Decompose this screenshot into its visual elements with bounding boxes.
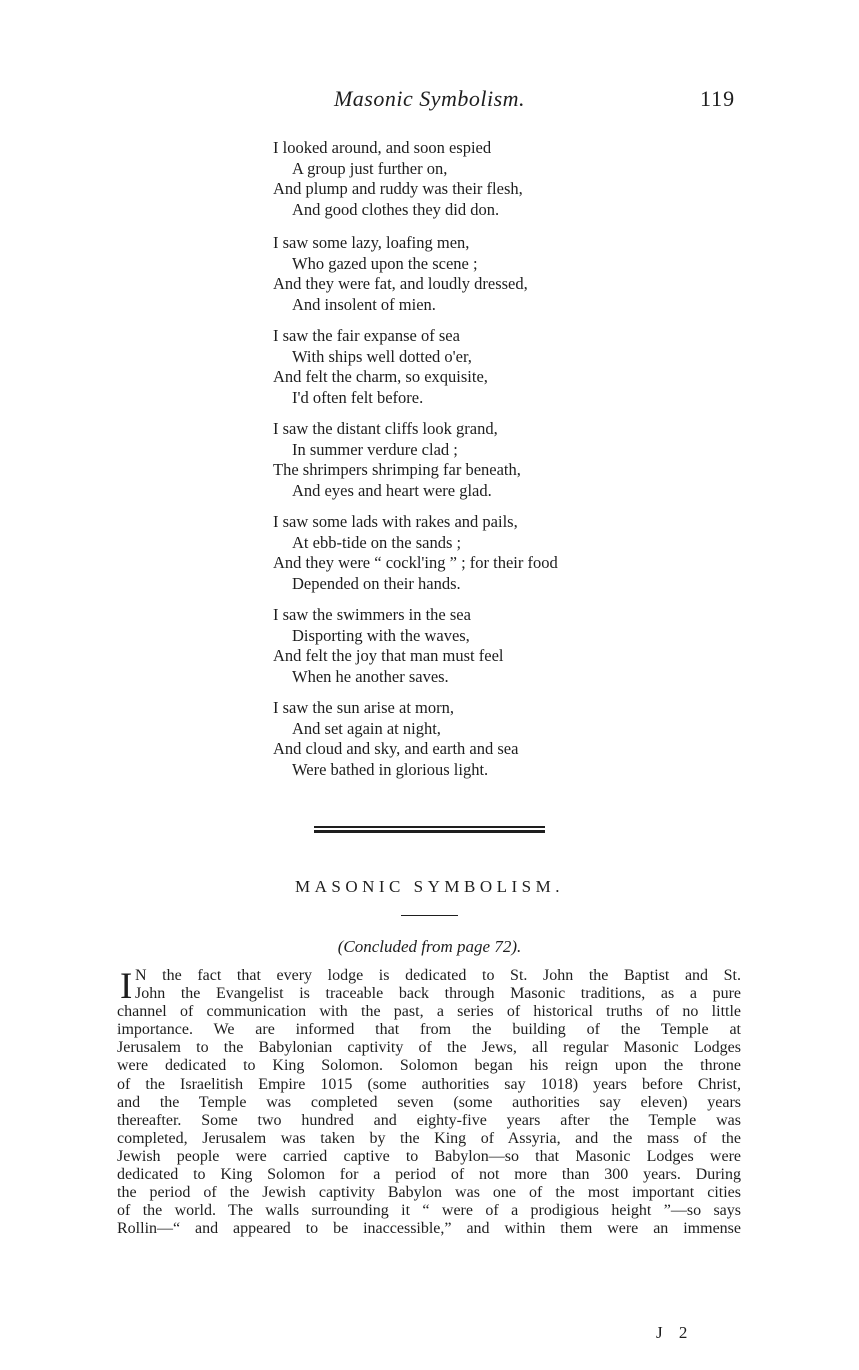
body-line: dedicated to King Solomon for a period of not more than 300 years. During — [117, 1166, 741, 1184]
poem-line: Were bathed in glorious light. — [292, 759, 489, 779]
poem-stanza — [273, 698, 693, 780]
body-line: completed, Jerusalem was taken by the King of Assyria, and the mass of the — [117, 1129, 741, 1147]
poem-line: I saw the swimmers in the sea — [273, 605, 471, 624]
poem-line: And set again at night, — [292, 718, 441, 738]
poem-line: I'd often felt before. — [292, 387, 424, 407]
poem-stanza — [273, 326, 693, 408]
poem-line: And they were fat, and loudly dressed, — [273, 274, 528, 293]
poem-line: And eyes and heart were glad. — [292, 480, 492, 500]
body-line: the period of the Jewish captivity Babylon was one of the most important cities — [117, 1184, 741, 1202]
poem-line: I saw some lazy, loafing men, — [273, 233, 470, 252]
running-title: Masonic Symbolism. — [333, 86, 526, 111]
section-title: MASONIC SYMBOLISM. — [295, 877, 564, 896]
poem-line: I looked around, and soon espied — [273, 138, 492, 157]
body-line: channel of communication with the past, a series of historical truths of no little — [117, 1003, 741, 1021]
body-line: N the fact that every lodge is dedicated to St. John the Baptist and St. — [135, 967, 741, 984]
section-divider — [314, 826, 545, 833]
poem-line: Disporting with the waves, — [292, 625, 470, 645]
poem-line: And felt the joy that man must feel — [273, 646, 504, 665]
body-line: importance. We are informed that from the building of the Temple at — [117, 1021, 741, 1039]
poem-line: And good clothes they did don. — [292, 199, 500, 219]
poem-line: When he another saves. — [292, 666, 449, 686]
poem-line: I saw some lads with rakes and pails, — [273, 512, 518, 531]
body-line: and the Temple was completed seven (some authorities say eleven) years — [117, 1093, 741, 1111]
poem-line: And cloud and sky, and earth and sea — [273, 739, 519, 758]
poem-stanza — [273, 419, 693, 501]
poem — [273, 138, 693, 791]
drop-cap: I — [120, 966, 133, 1007]
body-line: Jerusalem to the Babylonian captivity of the Jews, all regular Masonic Lodges — [117, 1039, 741, 1057]
poem-line: The shrimpers shrimping far beneath, — [273, 460, 521, 479]
body-line: of the world. The walls surrounding it “ were of a prodigious height ”—so says — [117, 1202, 741, 1220]
poem-line: And plump and ruddy was their flesh, — [273, 179, 523, 198]
body-line: Jewish people were carried captive to Babylon—so that Masonic Lodges were — [117, 1147, 741, 1165]
poem-line: And they were “ cockl'ing ” ; for their food — [273, 553, 558, 572]
body-line: John the Evangelist is traceable back through Masonic traditions, as a pure — [135, 985, 741, 1003]
poem-line: I saw the distant cliffs look grand, — [273, 419, 498, 438]
body-line: were dedicated to King Solomon. Solomon began his reign upon the throne — [117, 1057, 741, 1075]
article-body — [117, 967, 741, 1238]
poem-stanza — [273, 512, 693, 594]
body-line: thereafter. Some two hundred and eighty-five years after the Temple was — [117, 1111, 741, 1129]
poem-line: In summer verdure clad ; — [292, 439, 458, 459]
poem-line: A group just further on, — [292, 158, 448, 178]
poem-line: And insolent of mien. — [292, 294, 436, 314]
title-rule — [401, 915, 458, 916]
signature-mark: J 2 — [656, 1323, 694, 1342]
page-number: 119 — [700, 86, 736, 111]
poem-stanza — [273, 605, 693, 687]
poem-stanza — [273, 138, 693, 220]
continuation-note: (Concluded from page 72). — [337, 937, 522, 956]
poem-line: With ships well dotted o'er, — [292, 346, 472, 366]
poem-stanza — [273, 233, 693, 315]
body-line: Rollin—“ and appeared to be inaccessible,” and within them were an immense — [117, 1220, 741, 1238]
poem-line: Depended on their hands. — [292, 573, 461, 593]
body-line: of the Israelitish Empire 1015 (some authorities say 1018) years before Christ, — [117, 1075, 741, 1093]
poem-line: And felt the charm, so exquisite, — [273, 367, 488, 386]
poem-line: I saw the sun arise at morn, — [273, 698, 454, 717]
poem-line: At ebb-tide on the sands ; — [292, 532, 462, 552]
poem-line: I saw the fair expanse of sea — [273, 326, 460, 345]
poem-line: Who gazed upon the scene ; — [292, 253, 478, 273]
